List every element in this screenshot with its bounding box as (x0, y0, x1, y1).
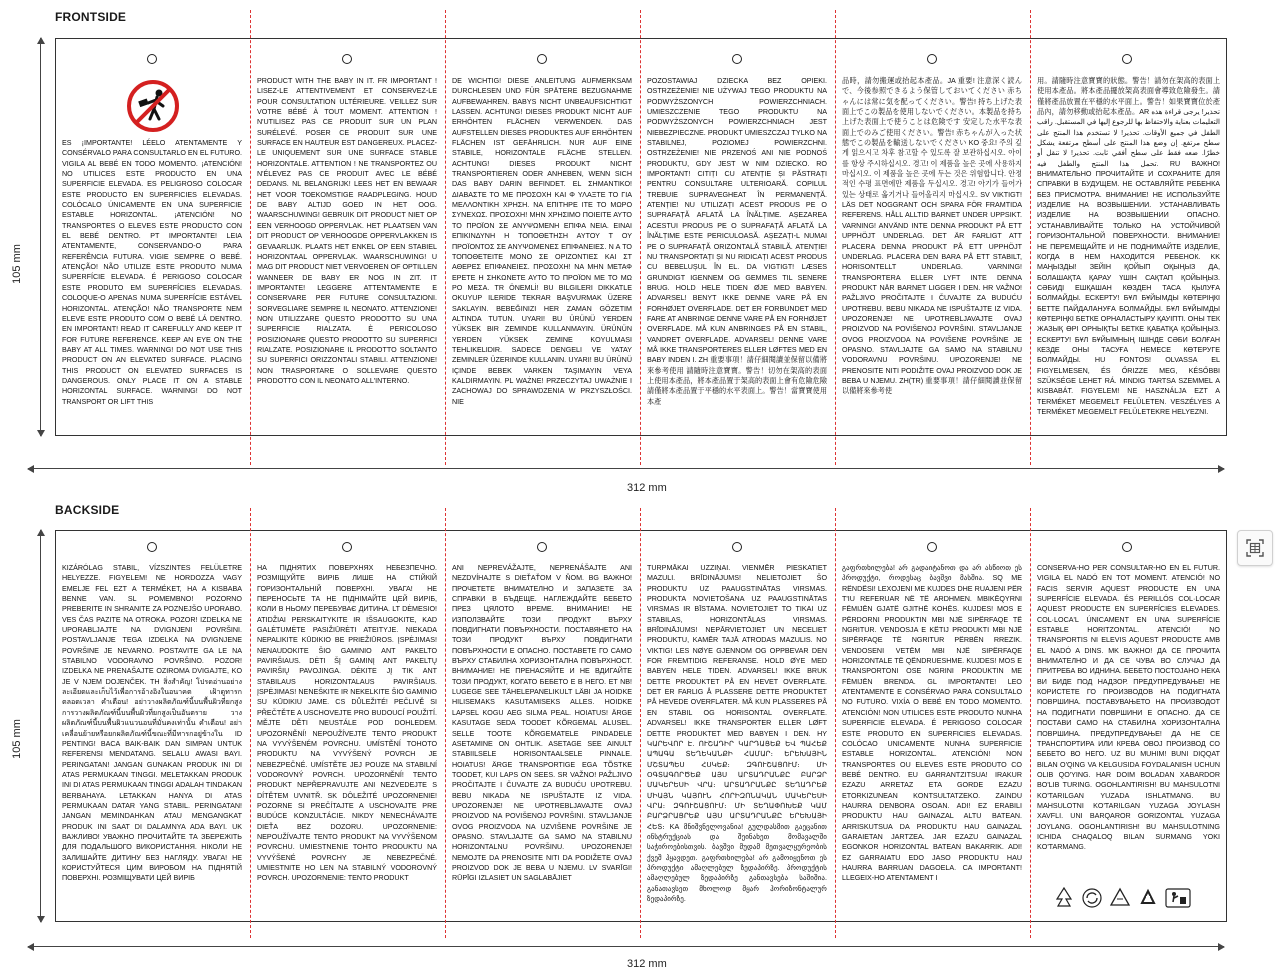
mobius-loop-icon (1137, 887, 1159, 909)
width-dimension-line (28, 468, 1224, 469)
hanging-hole (927, 542, 937, 552)
width-dimension-label: 312 mm (627, 482, 667, 494)
height-dimension-line (40, 38, 41, 436)
fold-line (1030, 10, 1031, 465)
warning-text-column: KIZÁRÓLAG STABIL, VÍZSZINTES FELÜLETRE HELYEZZE. FIGYELEM! NE HORDOZZA VAGY EMELJE FEL EZT A TERMÉKET, HA A KISBABA BENNE VAN. SL POMEMBNO! POZORNO PREBERITE IN SHRANITE ZA POZNEJŠO UPORABO. VES ČAS PAZITE NA OTROKA. POZOR! IZDELKA NE UPORABLJAJTE NA DVIGNJENI POVRŠINI. POSTAVLJANJE TEGA IZDELKA NA DVIGNJENE POVRŠINE JE NEVARNO. POSTAVITE GA LE NA STABILNO VODORAVNO POVRŠINO. POZOR! IZDELKA NE PRENAŠAJTE OZIROMA DVIGAJTE, KO JE V NJEM DOJENČEK. TH สิ่งสำคัญ! โปรดอ่านอย่างละเอียดและเก็บไว้เพื่อการอ้างอิงในอนาคต เฝ้าดูทารกตลอดเวลา คำเตือน! อย่าวางผลิตภัณฑ์นี้บนพื้นผิวที่ยกสูง การวางผลิตภัณฑ์นี้บนพื้นผิวที่ยกสูงเป็นอันตราย วางผลิตภัณฑ์นี้บนพื้นผิวแนวนอนที่มั่นคงเท่านั้น คำเตือน! อย่าเคลื่อนย้ายหรือยกผลิตภัณฑ์นี้ขณะที่มีทารกอยู่ข้างใน ID PENTING! BACA BAIK-BAIK DAN SIMPAN UNTUK REFERENSI MENDATANG. SELALU AWASI BAYI. PERINGATAN! JANGAN GUNAKAN PRODUK INI DI ATAS PERMUKAAN TINGGI. MELETAKKAN PRODUK INI DI ATAS PERMUKAAN TINGGI ADALAH TINDAKAN BERBAHAYA. LETAKKAN HANYA DI ATAS PERMUKAAN DATAR YANG STABIL. PERINGATAN! JANGAN MEMINDAHKAN ATAU MENGANGKAT PRODUK INI SAAT DI DALAMNYA ADA BAYI. UK ВАЖЛИВО! УВАЖНО ПРОЧИТАЙТЕ ТА ЗБЕРЕЖІТЬ ДЛЯ ПОДАЛЬШОГО ВИКОРИСТАННЯ. НІКОЛИ НЕ ЗАЛИШАЙТЕ ДИТИНУ БЕЗ НАГЛЯДУ. УВАГА! НЕ КОРИСТУЙТЕСЯ ЦИМ ВИРОБОМ НА ПІДНЯТІЙ ПОВЕРХНІ. РОЗМІЩУВАТИ ЦЕЙ ВИРІБ (62, 564, 242, 883)
width-dimension-line (28, 946, 1224, 947)
hanging-hole (1122, 54, 1132, 64)
fold-line (250, 10, 251, 465)
warning-text-column: POZOSTAWIAJ DZIECKA BEZ OPIEKI. OSTRZEŻENIE! NIE UŻYWAJ TEGO PRODUKTU NA PODWYŻSZONYCH POWIERZCHNIACH. UMIESZCZENIE TEGO PRODUKTU NA PODWYŻSZONYCH POWIERZCHNIACH JEST NIEBEZPIECZNE. PRODUKT UMIESZCZAJ TYLKO NA STABILNEJ, POZIOMEJ POWIERZCHNI. OSTRZEŻENIE! NIE PRZENOŚ ANI NIE PODNOŚ PRODUKTU, GDY JEST W NIM DZIECKO. RO IMPORTANT! CITIȚI CU ATENȚIE ȘI PĂSTRAȚI PENTRU CONSULTARE ULTERIOARĂ. COPILUL TREBUIE SUPRAVEGHEAT ÎN PERMANENȚĂ. ATENȚIE! NU UTILIZAȚI ACEST PRODUS PE O SUPRAFAȚĂ AFLATĂ LA ÎNĂLȚIME. AȘEZAREA ACESTUI PRODUS PE O SUPRAFAȚĂ AFLATĂ LA ÎNĂLȚIME ESTE PERICULOASĂ. AȘEZAȚI-L NUMAI PE O SUPRAFAȚĂ ORIZONTALĂ STABILĂ. ATENȚIE! NU TRANSPORTAȚI ȘI NU RIDICAȚI ACEST PRODUS CU BEBELUȘUL ÎN EL. DA VIGTIGT! LÆSES GRUNDIGT IGENNEM OG GEMMES TIL SENERE BRUG. HOLD HELE TIDEN ØJE MED BABYEN. ADVARSEL! BENYT IKKE DENNE VARE PÅ EN FORHØJET OVERFLADE. DET ER FORBUNDET MED FARE AT ANBRINGE DENNE VARE PÅ EN FORHØJET OVERFLADE. MÅ KUN ANBRINGES PÅ EN STABIL, VANDRET OVERFLADE. ADVARSEL! DENNE VARE MÅ IKKE TRANSPORTERES ELLER LØFTES MED EN BABY INDEN I. ZH 重要事項！請仔細閱讀並保留以備將來參考使用 請隨時注意寶寶。警告！切勿在架高的表面上使用本產品，將本產品置于架高的表面上會有危險危險 請僅將本產品置于平穩的水平表面上。警告！當寶寶使用本產 (647, 77, 827, 406)
table-scan-icon (1245, 538, 1265, 558)
height-dimension-label: 105 mm (10, 719, 23, 759)
frontside-title: FRONTSIDE (55, 10, 127, 24)
hanging-hole (537, 542, 547, 552)
fold-line (445, 508, 446, 938)
height-dimension-line (40, 530, 41, 922)
recycling-marks (1053, 887, 1191, 909)
fsc-mark-icon (1053, 887, 1075, 909)
warning-text-column: PRODUCT WITH THE BABY IN IT. FR IMPORTANT ! LISEZ-LE ATTENTIVEMENT ET CONSERVEZ-LE POUR CONSULTATION ULTÉRIEURE. VEILLEZ SUR VOTRE BÉBÉ À TOUT MOMENT. ATTENTION ! N'UTILISEZ PAS CE PRODUIT SUR UN PLAN SURÉLEVÉ. POSER CE PRODUIT SUR UNE SURFACE EN HAUTEUR EST DANGEREUX. PLACEZ-LE UNIQUEMENT SUR UNE SURFACE STABLE HORIZONTALE. ATTENTION ! NE TRANSPORTEZ OU N'ÉLEVEZ PAS CE PRODUIT AVEC LE BÉBÉ DEDANS. NL BELANGRIJK! LEES HET EN BEWAAR HET VOOR TOEKOMSTIGE RAADPLEGING. HOUD DE BABY ALTIJD GOED IN HET OOG. WAARSCHUWING! GEBRUIK DIT PRODUCT NIET OP EEN VERHOOGD OPPERVLAK. HET PLAATSEN VAN DIT PRODUCT OP VERHOOGDE OPPERVLAKKEN IS GEVAARLIJK. PLAATS HET ENKEL OP EEN STABIEL HORIZONTAAL OPPERVLAK. WAARSCHUWING! U MAG DIT PRODUCT NIET VERVOEREN OF OPTILLEN WANNEER DE BABY ER NOG IN ZIT. IT IMPORTANTE! LEGGERE ATTENTAMENTE E CONSERVARE PER FUTURE CONSULTAZIONI. SORVEGLIARE SEMPRE IL NEONATO. ATTENZIONE! NON UTILIZZARE QUESTO PRODOTTO SU UNA SUPERFICIE RIALZATA. È PERICOLOSO POSIZIONARE QUESTO PRODOTTO SU SUPERFICI RIALZATE. POSIZIONARE IL PRODOTTO SOLTANTO SU SUPERFICI ORIZZONTALI STABILI. ATTENZIONE! NON TRASPORTARE O SOLLEVARE QUESTO PRODOTTO CON IL NEONATO ALL'INTERNO. (257, 77, 437, 385)
recycle-pap-icon (1081, 887, 1103, 909)
backside-title: BACKSIDE (55, 503, 120, 517)
hanging-hole (342, 54, 352, 64)
fold-line (1030, 508, 1031, 938)
height-dimension-label: 105 mm (10, 244, 23, 284)
fold-line (640, 10, 641, 465)
fold-line (250, 508, 251, 938)
warning-text-column: გაფრთხილება! არ გადაიტანოთ და არ ასწიოთ ეს პროდუქტი, როდესაც ბავშვი მასშია. SQ ME RËNDËSI! LEXOJENI ME KUJDES DHE RUAJENI PËR T'IU REFERUAR NË TË ARDHMEN. MBIKËQYRNI FËMIJËN GJATË GJITHË KOHËS. KUJDES! MOS E PËRDORNI PRODUKTIN MBI NJË SIPËRFAQE TË NGRITUR. VENDOSJA E KËTIJ PRODUKTI MBI NJË SIPËRFAQE TË NGRITUR PËRBËN RREZIK. VENDOSENI VETËM MBI NJË SIPËRFAQE HORIZONTALE TË QËNDRUESHME. KUJDES! MOS E TRANSPORTONI OSE NGRINI PRODUKTIN ME FËMIJËN BRENDA. GL IMPORTANTE! LEO ATENTAMENTE E CONSÉRVAO PARA CONSULTALO NO FUTURO. VIXÍA O BEBÉ EN TODO MOMENTO. ATENCIÓN! NON UTILICES ESTE PRODUTO NUNHA SUPERFICIE ELEVADA. É PERIGOSO COLOCAR ESTE PRODUTO EN SUPERFICIES ELEVADAS. COLÓCAO UNICAMENTE NUNHA SUPERFICIE ESTABLE HORIZONTAL. ATENCIÓN! NON TRANSPORTES OU ELEVES ESTE PRODUTO CO BEBÉ DENTRO. EU GARRANTZITSUA! IRAKUR EZAZU ARRETAZ ETA GORDE EZAZU ETORKIZUNEAN KONTSULTATZEKO. ZAINDU HAURRA DENBORA OSOAN. ADI! EZ ERABILI PRODUKTU HAU GAINAZAL ALTU BATEAN. ARRISKUTSUA DA PRODUKTU HAU GAINAZAL GARAIETAN JARTZEA. JAR EZAZU GAINAZAL EGONKOR HORIZONTAL BATEAN BAKARRIK. ADI! EZ GARRAIATU EDO JASO PRODUKTU HAU HAURRA BARRUAN DAGOELA. CA IMPORTANT! LLEGEIX-HO ATENTAMENT I (842, 564, 1022, 883)
warning-text-column: ES ¡IMPORTANTE! LÉELO ATENTAMENTE Y CONSÉRVALO PARA CONSULTARLO EN EL FUTURO. VIGILA AL BEBÉ EN TODO MOMENTO. ¡ATENCIÓN! NO UTILICES ESTE PRODUCTO EN UNA SUPERFICIE ELEVADA. ES PELIGROSO COLOCAR ESTE PRODUCTO EN SUPERFICIES ELEVADAS. COLÓCALO ÚNICAMENTE EN UNA SUPERFICIE ESTABLE HORIZONTAL. ¡ATENCIÓN! NO TRANSPORTES O ELEVES ESTE PRODUCTO CON EL BEBÉ DENTRO. PT IMPORTANTE! LEIA ATENTAMENTE, CONSERVANDO-O PARA REFERÊNCIA FUTURA. VIGIE SEMPRE O BEBÉ. ATENÇÃO! NÃO UTILIZE ESTE PRODUTO NUMA SUPERFÍCIE ELEVADA. É PERIGOSO COLOCAR ESTE PRODUTO EM SUPERFÍCIES ELEVADAS. COLOQUE-O APENAS NUMA SUPERFÍCIE ESTÁVEL HORIZONTAL. ATENÇÃO! NÃO TRANSPORTE NEM ELEVE ESTE PRODUTO COM O BEBÉ LÁ DENTRO. EN IMPORTANT! READ IT CAREFULLY AND KEEP IT FOR FUTURE REFERENCE. KEEP AN EYE ON THE BABY AT ALL TIMES. WARNING! DO NOT USE THIS PRODUCT ON AN ELEVATED SURFACE. PLACING THIS PRODUCT ON ELEVATED SURFACES IS DANGEROUS. ONLY PLACE IT ON A STABLE HORIZONTAL SURFACE. WARNING! DO NOT TRANSPORT OR LIFT THIS (62, 139, 242, 406)
warning-text-column: CONSERVA-HO PER CONSULTAR-HO EN EL FUTUR. VIGILA EL NADÓ EN TOT MOMENT. ATENCIÓ! NO FACIS SERVIR AQUEST PRODUCTE EN UNA SUPERFÍCIE ELEVADA. ÉS PERILLÓS COL·LOCAR AQUEST PRODUCTE EN SUPERFÍCIES ELEVADES. COL·LOCA'L ÚNICAMENT EN UNA SUPERFÍCIE ESTABLE HORITZONTAL. ATENCIÓ! NO TRANSPORTIS NI ELEVIS AQUEST PRODUCTE AMB EL NADÓ A DINS. MK ВАЖНО! ДА СЕ ПРОЧИТА ВНИМАТЕЛНО И ДА СЕ ЧУВА ВО СЛУЧАЈ ДА ПРИТРЕБА ВО ИДНИНА. БЕБЕТО ПОСТОЈАНО НЕКА ВИ БИДЕ ПОД НАДЗОР. ПРЕДУПРЕДУВАЊЕ! НЕ КОРИСТЕТЕ ГО ПРОИЗВОДОВ НА ПОДИГНАТА ПОВРШИНА. ПОСТАВУВАЊЕТО НА ПРОИЗВОДОТ НА ПОДИГНАТИ ПОВРШИНИ Е ОПАСНО. ДА СЕ ПОСТАВИ САМО НА СТАБИЛНА ХОРИЗОНТАЛНА ПОВРШИНА. ПРЕДУПРЕДУВАЊЕ! ДА НЕ СЕ ТРАНСПОРТИРА ИЛИ КРЕВА ОВОЈ ПРОИЗВОД СО БЕБЕТО ВО НЕГО. UZ BU MUHIM! BUNI DIQQAT BILAN O'QING VA KELGUSIDA FOYDALANISH UCHUN OLIB QO'YING. HAR DOIM BOLADAN XABARDOR BO'LIB TURING. OGOHLANTIRISH! BU MAHSULOTNI KO'TARILGAN YUZADA ISHLATMANG. BU MAHSULOTNI KO'TARILGAN YUZAGA JOYLASH XAVFLI. UNI BARQAROR GORIZONTAL YUZAGA JOYLANG. OGOHLANTIRISH! BU MAHSULOTNING ICHIDA CHAQALOQ BILAN SURMANG YOKI KO'TARMANG. (1037, 564, 1220, 852)
warning-text-column: DE WICHTIG! DIESE ANLEITUNG AUFMERKSAM DURCHLESEN UND FÜR SPÄTERE BEZUGNAHME AUFBEWAHREN. BABYS NICHT UNBEAUFSICHTIGT LASSEN. ACHTUNG! DIESES PRODUKT NICHT AUF ERHÖHTEN FLÄCHEN VERWENDEN. DAS AUFSTELLEN DIESES PRODUKTES AUF ERHÖHTEN FLÄCHEN IST GEFÄHRLICH. NUR AUF EINE STABILE, HORIZONTALE FLÄCHE STELLEN. ACHTUNG! DIESES PRODUKT NICHT TRANSPORTIEREN ODER ANHEBEN, WENN SICH DAS BABY DARIN BEFINDET. EL ΣΗΜΑΝΤΙΚΟ! ΔΙΑΒΑΣΤΕ ΤΟ ΜΕ ΠΡΟΣΟΧΗ ΚΑΙ Φ ΥΛΑΞΤΕ ΤΟ ΓΙΑ ΜΕΛΛΟΝΤΙΚΗ ΧΡΗΣΗ. ΝΑ ΕΠΙΤΗΡΕ ΙΤΕ ΤΟ ΜΩΡΟ ΣΥΝΕΧΩΣ. ΠΡΟΣΟΧΗ! ΜΗΝ ΧΡΗΣΙΜΟ ΠΟΙΕΙΤΕ ΑΥΤΟ ΤΟ ΠΡΟΪΟΝ ΣΕ ΑΝΥΨΩΜΕΝΗ ΕΠΙΦΑ ΝΕΙΑ. ΕΙΝΑΙ ΕΠΙΚΙΝΔΥΝΗ Η ΤΟΠΟΘΕΤΗΣΗ ΑΥΤΟΥ Τ ΟΥ ΠΡΟΪΟΝΤΟΣ ΣΕ ΑΝΥΨΩΜΕΝΕΣ ΕΠΙΦΑΝΕΙΕΣ. Ν Α ΤΟ ΤΟΠΟΘΕΤΕΙΤΕ ΜΟΝΟ ΣΕ ΟΡΙΖΟΝΤΙΕΣ ΚΑΙ ΣΤ ΑΘΕΡΕΣ ΕΠΙΦΑΝΕΙΕΣ. ΠΡΟΣΟΧΗ! ΝΑ ΜΗΝ ΜΕΤΑΦ ΕΡΕΤΕ Η ΣΗΚΩΝΕΤΕ ΑΥΤΟ ΤΟ ΠΡΟΪΟΝ ΜΕ ΤΟ ΜΩ ΡΟ ΜΕΣΑ. TR ÖNEMLİ! BU BILGILERI DIKKATLE OKUYUP ILERIDE TEKRAR BAŞVURMAK ÜZERE SAKLAYIN. BEBEĞINIZI HER ZAMAN GÖZETIM ALTINDA TUTUN. UYARI! BU ÜRÜNÜ YERDEN YÜKSEK BIR ZEMINDE KULLANMAYIN. ÜRÜNÜN YERDEN YÜKSEK ZEMINE KOYULMASI TEHLIKELIDIR. SADECE DENGELI VE YATAY ZEMINLER ÜZERINDE KULLANIN. UYARI! BU ÜRÜNÜ IÇINDE BEBEK VARKEN TAŞIMAYIN VEYA KALDIRMAYIN. PL WAŻNE! PRZECZYTAJ UWAŻNIE I ZACHOWAJ DO SPRAWDZENIA W PRZYSZŁOŚCI. NIE (452, 77, 632, 406)
fold-line (640, 508, 641, 938)
warning-text-column: ANI NEPREVÁŽAJTE, NEPRENÁŠAJTE ANI NEZDVÍHAJTE S DIEŤAŤOM V ŇOM. BG ВАЖНО! ПРОЧЕТЕТЕ ВНИМАТЕЛНО И ЗАПАЗЕТЕ ЗА СПРАВКИ В БЪДЕЩЕ. НАГЛЕЖДАЙТЕ БЕБЕТО ПРЕЗ ЦЯЛОТО ВРЕМЕ. ВНИМАНИЕ! НЕ ИЗПОЛЗВАЙТЕ ТОЗИ ПРОДУКТ ВЪРХУ ПОВДИГНАТИ ПОВЪРХНОСТИ. ПОСТАВЯНЕТО НА ТОЗИ ПРОДУКТ ВЪРХУ ПОВДИГНАТИ ПОВЪРХНОСТИ Е ОПАСНО. ПОСТАВЕТЕ ГО САМО ВЪРХУ СТАБИЛНА ХОРИЗОНТАЛНА ПОВЪРХНОСТ. ВНИМАНИЕ! НЕ ПРЕНАСЯЙТЕ И НЕ ВДИГАЙТЕ ТОЗИ ПРОДУКТ, КОГАТО БЕБЕТО Е В НЕГО. ET NB! LUGEGE SEE TÄHELEPANELIKULT LÄBI JA HOIDKE HILISEMAKS KASUTAMISEKS ALLES. HOIDKE LAPSEL KOGU AEG SILMA PEAL. HOIATUS! ÄRGE KASUTAGE SEDA TOODET KÕRGEMAL ALUSEL. SELLE TOOTE KÕRGEMATELE PINDADELE ASETAMINE ON OHTLIK. ASETAGE SEE AINULT STABIILSELE HORISONTAALSELE PINNALE. HOIATUS! ÄRGE TRANSPORTIGE EGA TÕSTKE TOODET, KUI LAPS ON SEES. SR VAŽNO! PAŽLJIVO PROČITAJTE I ČUVAJTE ZA BUDUĆU UPOTREBU. BEBU NIKADA NE ISPUŠTAJTE IZ VIDA. UPOZORENJE! NE UPOTREBLJAVAJTE OVAJ PROIZVOD NA POVIŠENOJ POVRŠINI. STAVLJANJE OVOG PROIZVODA NA UZVIŠENE POVRŠINE JE OPASNO. STAVLJAJTE GA SAMO NA STABILNU HORIZONTALNU POVRŠINU. UPOZORENJE! NEMOJTE DA PRENOSITE NITI DA PODIŽETE OVAJ PROIZVOD DOK JE BEBA U NJEMU. LV SVARĪGI! RŪPĪGI IZLASIET UN SAGLABĀJIET (452, 564, 632, 883)
fold-line (445, 10, 446, 465)
warning-text-column: 品時，請勿搬運或抬起本產品。JA 重要! 注意深く読んで、今後参照できるよう保管しておいてください 赤ちゃんには常に気を配ってください。警告! 持ち上げた表面上でこの製品を使用しないでください。本製品を持ち上げた表面上で使うことは危険です 安定した水平な表面上でのみご使用ください。警告! 赤ちゃんが入った状態でこの製品を輸送しないでください KO 중요! 주의 깊게 읽으시고 차후 참고할 수 있도록 잘 보관하십시오. 아이를 항상 주시하십시오. 경고! 이 제품을 높은 곳에 사용하지 마십시오. 이 제품을 높은 곳에 두는 것은 위험합니다. 안정적인 수평 표면에만 제품을 두십시오. 경고! 아기가 들어가 있는 상태로 옮기거나 들어올리지 마십시오. SV VIKTIGT! LÄS DET NOGGRANT OCH SPARA FÖR FRAMTIDA REFERENS. HÅLL ALLTID BARNET UNDER UPPSIKT. VARNING! ANVÄND INTE DENNA PRODUKT PÅ ETT UPPHÖJT UNDERLAG. DET ÄR FARLIGT ATT PLACERA DENNA PRODUKT PÅ ETT UPPHÖJT UNDERLAG. PLACERA DEN BARA PÅ ETT STABILT, HORISONTELLT UNDERLAG. VARNING! TRANSPORTERA ELLER LYFT INTE DENNA PRODUKT NÄR BARNET LIGGER I DEN. HR VAŽNO! PAŽLJIVO PROČITAJTE I ČUVAJTE ZA BUDUĆU UPOTREBU. BEBU NIKADA NE ISPUŠTAJTE IZ VIDA. UPOZORENJE! NE UPOTREBLJAVAJTE OVAJ PROIZVOD NA POVIŠENOJ POVRŠINI. STAVLJANJE OVOG PROIZVODA NA POVIŠENE POVRŠINE JE OPASNO. STAVLJAJTE GA SAMO NA STABILNU VODORAVNU POVRŠINU. UPOZORENJE! NE PRENOSITE NITI PODIŽITE OVAJ PROIZVOD DOK JE BEBA U NJEMU. ZH(TR) 重要事項！請仔細閱讀並保留以備將來參考使 (842, 77, 1022, 396)
extract-table-button[interactable] (1237, 530, 1273, 566)
hanging-hole (537, 54, 547, 64)
no-lifting-warning-icon (126, 79, 180, 138)
hanging-hole (1122, 542, 1132, 552)
tidyman-icon (1165, 887, 1191, 909)
hanging-hole (342, 542, 352, 552)
warning-text-column: НА ПІДНЯТИХ ПОВЕРХНЯХ НЕБЕЗПЕЧНО. РОЗМІЩУЙТЕ ВИРІБ ЛИШЕ НА СТІЙКІЙ ГОРИЗОНТАЛЬНІЙ ПОВЕРХНІ. УВАГА! НЕ ПЕРЕНОСЬТЕ ТА НЕ ПІДНІМАЙТЕ ЦЕЙ ВИРІБ, КОЛИ В НЬОМУ ПЕРЕБУВАЄ ДИТИНА. LT DĖMESIO! ATIDŽIAI PERSKAITYKITE IR IŠSAUGOKITE, KAD GALĖTUMĖTE PASIŽIŪRĖTI ATEITYJE. NIEKADA NEPALIKITE KŪDIKIO BE PRIEŽIŪROS. ĮSPĖJIMAS! NENAUDOKITE ŠIO GAMINIO ANT PAKELTO PAVIRŠIAUS. DĖTI ŠĮ GAMINĮ ANT PAKELTŲ PAVIRŠIŲ PAVOJINGA. DĖKITE JĮ TIK ANT STABILAUS HORIZONTALAUS PAVIRŠIAUS. ĮSPĖJIMAS! NENEŠKITE IR NEKELKITE ŠIO GAMINIO SU KŪDIKIU JAME. CS DŮLEŽITÉ! PEČLIVĚ SI PŘEČTĚTE A USCHOVEJTE PRO BUDOUCÍ POUŽITÍ. MĚJTE DĚTI NEUSTÁLE POD DOHLEDEM. UPOZORNĚNÍ! NEPOUŽÍVEJTE TENTO PRODUKT NA VYVÝŠENÉM POVRCHU. UMÍSTĚNÍ TOHOTO PRODUKTU NA VYVÝŠENÝ POVRCH JE NEBEZPEČNÉ. UMÍSTĚTE JEJ POUZE NA STABILNÍ VODOROVNÝ POVRCH. UPOZORNĚNÍ! TENTO PRODUKT NEPŘEPRAVUJTE ANI NEZVEDEJTE S DÍTĚTEM UVNITŘ. SK DÔLEŽITÉ UPOZORNENIE! POZORNE SI PREČÍTAJTE A USCHOVAJTE PRE BUDÚCE KONZULTÁCIE. NIKDY NENECHÁVAJTE DIEŤA BEZ DOZORU. UPOZORNENIE: NEPOUŽÍVAJTE TENTO PRODUKT NA VYVÝŠENOM POVRCHU. UMIESTNENIE TOHTO PRODUKTU NA VYVÝŠENÉ POVRCHY JE NEBEZPEČNÉ. UMIESTNITE HO LEN NA STABILNÝ VODOROVNÝ POVRCH. UPOZORNENIE: TENTO PRODUKT (257, 564, 437, 883)
fold-line (835, 508, 836, 938)
width-dimension-label: 312 mm (627, 958, 667, 970)
hanging-hole (147, 542, 157, 552)
hanging-hole (732, 54, 742, 64)
hanging-hole (927, 54, 937, 64)
warning-text-column: TURPMĀKAI UZZIŅAI. VIENMĒR PIESKATIET MAZULI. BRĪDINĀJUMS! NELIETOJIET ŠO PRODUKTU UZ PAAUGSTINĀTAS VIRSMAS. PRODUKTA NOVIETOŠANA UZ PAAUGSTINĀTAS VIRSMAS IR BĪSTAMA. NOVIETOJIET TO TIKAI UZ STABILAS, HORIZONTĀLAS VIRSMAS. BRĪDINĀJUMS! NEPĀRVIETOJIET UN NECELIET PRODUKTU, KAMĒR TAJĀ ATRODAS MAZULIS. NO VIKTIG! LES NØYE GJENNOM OG OPPBEVAR DEN FOR FREMTIDIG REFERANSE. HOLD ØYE MED BABYEN HELE TIDEN. ADVARSEL! IKKE BRUK DETTE PRODUKTET PÅ EN HEVET OVERFLATE. DET ER FARLIG Å PLASSERE DETTE PRODUKTET PÅ HEVEDE OVERFLATER. MÅ KUN PLASSERES PÅ EN STABIL OG HORISONTAL OVERFLATE. ADVARSEL! IKKE TRANSPORTER ELLER LØFT DETTE PRODUKTET MED BABYEN I DEN. HY ԿԱՐԵՎՈՐ Է. ՈՒՇԱԴԻՐ ԿԱՐԴԱՑԵՔ ԵՎ ՊԱՀԵՔ ԱՊԱԳԱ ՏԵՂԵԿԱՆՔԻ ՀԱՄԱՐ։ ԵՐԵԽԱՅԻՆ ՄՇՏԱՊԵՍ ՀՍԿԵՔ։ ԶԳՈՒՇԱՑՈՒՄ։ ՄԻ ՕԳՏԱԳՈՐԾԵՔ ԱՅՍ ԱՐՏԱԴՐԱՆՔԸ ԲԱՐՁՐ ՄԱԿԵՐԵՍԻ ՎՐԱ։ ԱՐՏԱԴՐԱՆՔԸ ՏԵՂԱԴՐԵՔ ՄԻԱՅՆ ԿԱՅՈՒՆ ՀՈՐԻԶՈՆԱԿԱՆ ՄԱԿԵՐԵՍԻ ՎՐԱ։ ԶԳՈՒՇԱՑՈՒՄ։ ՄԻ ՏԵՂԱՓՈԽԵՔ ԿԱՄ ԲԱՐՁՐԱՑՐԵՔ ԱՅՍ ԱՐՏԱԴՐԱՆՔԸ ԵՐԵԽԱՅԻ ՀԵՏ։ KA მნიშვნელოვანია! გულდასმით გაეცანით ინსტრუქციას და შეინახეთ მომავალში საჭიროებისთვის. ბავშვი მუდამ მეთვალყურეობის ქვეშ ჰყავდეთ. გაფრთხილება! არ გამოიყენოთ ეს პროდუქტი ამაღლებულ ზედაპირზე. პროდუქტის ამაღლებულ ზედაპირზე განთავსება საშიშია. განათავსეთ მხოლოდ მყარ ჰორიზონტალურ ზედაპირზე. (647, 564, 827, 903)
warning-text-column: 用。請隨時注意寶寶的狀態。警告！請勿在架高的表面上使用本產品。將本產品擺放架高表面會導致危險發生。請僅將產品放置在平穩的水平面上。警告！如果寶寶位於產品內，請勿移動或抬起本產品。AR تحذير! يرجى قراءة هذه التعليمات بعناية والاحتفاظ بها للرجوع إليها في المستقبل. راقب الطفل في جميع الأوقات. تحذير! لا تستخدم هذا المنتج على سطح مرتفع. إن وضع هذا المنتج على أسطح مرتفعة يشكل خطرًا. ضعه فقط على سطح أفقي ثابت. تحذير! لا تنقل أو تحمل هذا المنتج والطفل فيه. RU ВАЖНО! ВНИМАТЕЛЬНО ПРОЧИТАЙТЕ И СОХРАНИТЕ ДЛЯ СПРАВКИ В БУДУЩЕМ. НЕ ОСТАВЛЯЙТЕ РЕБЕНКА БЕЗ ПРИСМОТРА. ВНИМАНИЕ! НЕ ИСПОЛЬЗУЙТЕ ИЗДЕЛИЕ НА ВОЗВЫШЕНИИ. УСТАНАВЛИВАТЬ ИЗДЕЛИЕ НА ВОЗВЫШЕНИИ ОПАСНО. УСТАНАВЛИВАЙТЕ ТОЛЬКО НА УСТОЙЧИВОЙ ГОРИЗОНТАЛЬНОЙ ПОВЕРХНОСТИ. ВНИМАНИЕ! НЕ ПЕРЕМЕЩАЙТЕ И НЕ ПОДНИМАЙТЕ ИЗДЕЛИЕ, КОГДА В НЕМ НАХОДИТСЯ РЕБЕНОК. KK МАҢЫЗДЫ! ЗЕЙІН ҚОЙЫП ОҚЫҢЫЗ ДА, БОЛАШАҚТА ҚАРАУ ҮШІН САҚТАП ҚОЙЫҢЫЗ. СӘБИДІ ЕШҚАШАН КӨЗДЕН ТАСА ҚЫЛУҒА БОЛМАЙДЫ. ЕСКЕРТУ! БҰЛ БҰЙЫМДЫ КӨТЕРІҢКІ БЕТТЕ ПАЙДАЛАНУҒА БОЛМАЙДЫ. БҰЛ БҰЙЫМДЫ КӨТЕРІҢКІ БЕТКЕ ОРНАЛАСТЫРУ ҚАУІПТІ. ОНЫ ТЕК ЖАЗЫҚ ӨРІ ОРНЫҚТЫ БЕТКЕ ҚАБАТҚА ҚОЙЫҢЫЗ. ЕСКЕРТУ! БҰЛ БҰЙЫМНЫҢ ІШІНДЕ СӘБИ БОЛҒАН КЕЗДЕ ОНЫ ТАСУҒА НЕМЕСЕ КӨТЕРУГЕ БОЛМАЙДЫ. HU FONTOS! OLVASSA EL FIGYELMESEN, ÉS ŐRIZZE MEG, KÉSŐBBI SZÜKSÉGE LEHET RÁ. MINDIG TARTSA SZEMMEL A KISBABÁT. FIGYELEM! NE HASZNÁLJA EZT A TERMÉKET MEGEMELT FELÜLETEN. VESZÉLYES A TERMÉKET MEGEMELT FELÜLETEKRE HELYEZNI. (1037, 77, 1220, 416)
hanging-hole (732, 542, 742, 552)
hanging-hole (147, 54, 157, 64)
recycle-triangle-icon (1109, 887, 1131, 909)
fold-line (835, 10, 836, 465)
